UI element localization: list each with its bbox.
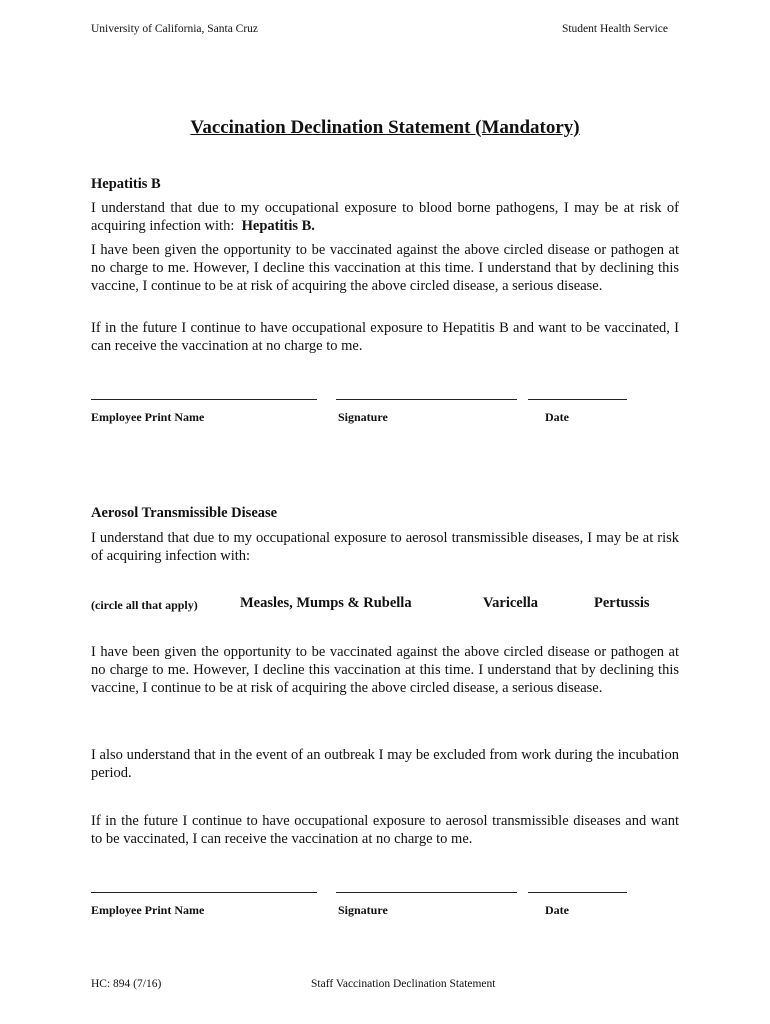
- aerosol-paragraph-1: I understand that due to my occupational exposure to aerosol transmissible diseases, I may be at risk of acquiring infection with:: [91, 530, 679, 564]
- footer-form-number: HC: 894 (7/16): [91, 978, 162, 990]
- option-varicella[interactable]: Varicella: [483, 595, 539, 611]
- aerosol-date-line[interactable]: [528, 892, 627, 893]
- aerosol-date-label: Date: [545, 903, 569, 917]
- aerosol-name-label: Employee Print Name: [91, 903, 205, 917]
- circle-instruction: (circle all that apply): [91, 598, 198, 612]
- aerosol-signature-label: Signature: [338, 903, 388, 917]
- hepatitis-signature-line[interactable]: [336, 399, 517, 400]
- hepatitis-paragraph-1: [91, 199, 679, 235]
- aerosol-paragraph-3: I also understand that in the event of an outbreak I may be excluded from work during the incubation period.: [91, 747, 679, 781]
- aerosol-signature-line[interactable]: [336, 892, 517, 893]
- aerosol-name-line[interactable]: [91, 892, 317, 893]
- hepatitis-heading: Hepatitis B: [91, 176, 161, 192]
- aerosol-heading: Aerosol Transmissible Disease: [91, 505, 278, 521]
- hepatitis-name-label: Employee Print Name: [91, 410, 205, 424]
- hepatitis-paragraph-1-text: I understand that due to my occupational exposure to blood borne pathogens, I may be at risk of acquiring infection with:: [91, 200, 679, 234]
- header-department: Student Health Service: [561, 23, 668, 35]
- option-measles-mumps-rubella[interactable]: Measles, Mumps & Rubella: [240, 595, 412, 611]
- hepatitis-paragraph-2: I have been given the opportunity to be vaccinated against the above circled disease or pathogen at no charge to me. However, I decline this vaccination at this time. I understand that by declining this vaccine, I continue to be at risk of acquiring the above circled disease, a serious disease.: [91, 242, 679, 294]
- header-institution: University of California, Santa Cruz: [91, 23, 259, 35]
- hepatitis-disease-name: Hepatitis B.: [241, 218, 315, 234]
- page-title: Vaccination Declination Statement (Mandatory): [190, 117, 580, 138]
- aerosol-paragraph-4: If in the future I continue to have occupational exposure to aerosol transmissible diseases and want to be vaccinated, I can receive the vaccination at no charge to me.: [91, 813, 679, 847]
- aerosol-paragraph-2: I have been given the opportunity to be vaccinated against the above circled disease or pathogen at no charge to me. However, I decline this vaccination at this time. I understand that by declining this vaccine, I continue to be at risk of acquiring the above circled disease, a serious disease.: [91, 644, 679, 696]
- hepatitis-paragraph-3: If in the future I continue to have occupational exposure to Hepatitis B and want to be vaccinated, I can receive the vaccination at no charge to me.: [91, 320, 679, 354]
- hepatitis-date-line[interactable]: [528, 399, 627, 400]
- hepatitis-date-label: Date: [545, 410, 569, 424]
- option-pertussis[interactable]: Pertussis: [594, 595, 650, 611]
- footer-form-title: Staff Vaccination Declination Statement: [311, 978, 496, 990]
- hepatitis-name-line[interactable]: [91, 399, 317, 400]
- hepatitis-signature-label: Signature: [338, 410, 388, 424]
